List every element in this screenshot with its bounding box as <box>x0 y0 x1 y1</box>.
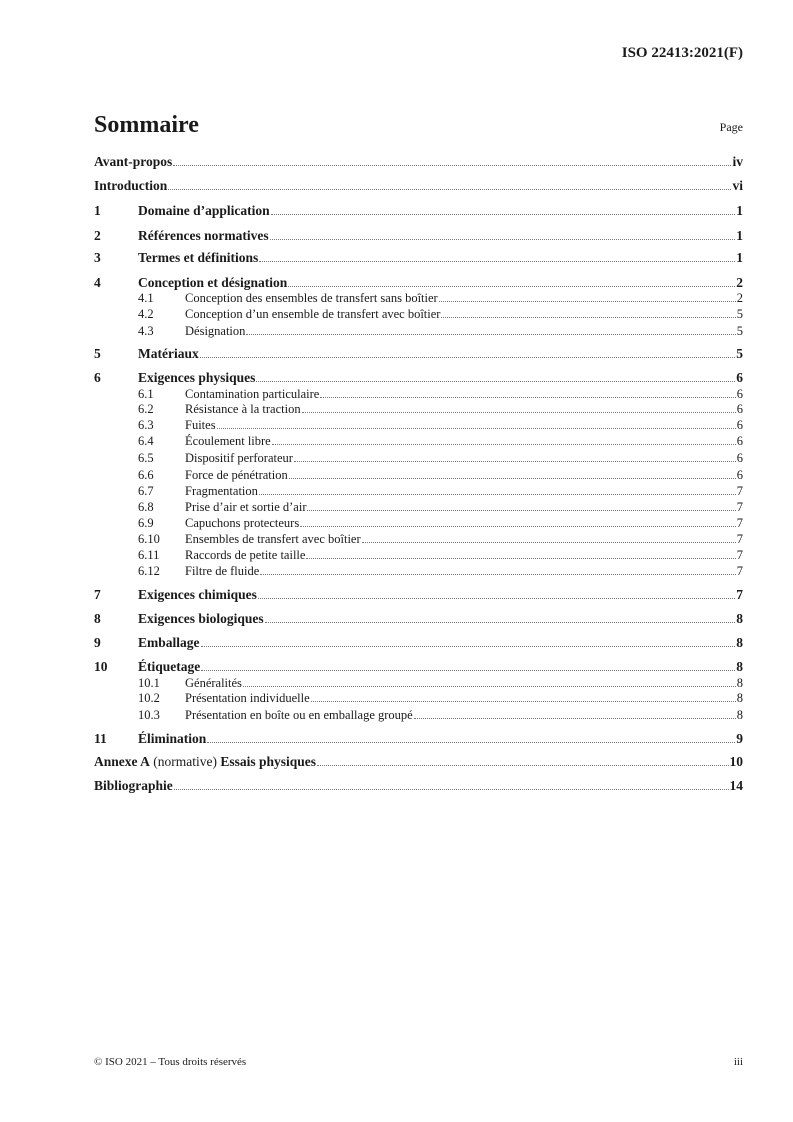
toc-entry-title: Résistance à la traction <box>185 402 301 416</box>
dot-leader <box>207 742 735 743</box>
toc-entry-title: Présentation en boîte ou en emballage groupé <box>185 708 413 722</box>
toc-entry-title: Conception et désignation <box>138 275 288 290</box>
toc-entry[interactable] <box>94 675 743 691</box>
dot-leader <box>320 397 735 398</box>
toc-page-number: 2 <box>736 275 743 290</box>
toc-entry-title: Dispositif perforateur <box>185 451 293 465</box>
toc-entry-number: 6.3 <box>138 418 154 432</box>
toc-entry-number: 3 <box>94 250 101 265</box>
toc-entry-title: Domaine d’application <box>138 203 270 218</box>
annex-title: Essais physiques <box>220 754 317 769</box>
toc-entry-number: 2 <box>94 228 101 243</box>
dot-leader <box>414 718 736 719</box>
footer-page-number: iii <box>733 1056 743 1068</box>
toc-entry-bibliography[interactable] <box>94 778 743 794</box>
toc-entry-title: Prise d’air et sortie d’air <box>185 500 307 514</box>
dot-leader <box>300 526 736 527</box>
toc-entry-number: 10 <box>94 659 108 674</box>
document-id: ISO 22413:2021(F) <box>621 45 743 61</box>
toc-page-number: 7 <box>736 532 743 546</box>
toc-entry-title: Étiquetage <box>138 659 201 674</box>
toc-entry[interactable] <box>94 323 743 339</box>
toc-entry-title: Désignation <box>185 324 246 338</box>
dot-leader <box>259 261 735 262</box>
toc-entry[interactable] <box>94 250 743 266</box>
toc-entry-number: 6.8 <box>138 500 154 514</box>
toc-page-number: 6 <box>736 434 743 448</box>
toc-entry[interactable] <box>94 290 743 306</box>
dot-leader <box>246 334 735 335</box>
toc-entry-title: Bibliographie <box>94 778 173 793</box>
annex-label: Annexe A <box>94 754 150 769</box>
toc-page-number: 6 <box>736 387 743 401</box>
toc-entry[interactable] <box>94 275 743 291</box>
toc-entry[interactable] <box>94 306 743 322</box>
toc-page-number: 6 <box>736 418 743 432</box>
toc-page-number: 6 <box>736 402 743 416</box>
dot-leader <box>217 428 736 429</box>
toc-entry-title: Conception des ensembles de transfert sans boîtier <box>185 291 438 305</box>
toc-entry-number: 6.10 <box>138 532 160 546</box>
page-column-label: Page <box>719 120 743 134</box>
toc-entry[interactable] <box>94 659 743 675</box>
toc-page-number: 8 <box>736 659 743 674</box>
toc-entry-number: 10.3 <box>138 708 160 722</box>
toc-entry[interactable] <box>94 370 743 386</box>
page-title: Sommaire <box>94 112 199 138</box>
toc-page-number: 1 <box>736 203 743 218</box>
toc-page-number: 6 <box>736 370 743 385</box>
toc-entry[interactable] <box>94 731 743 747</box>
toc-entry[interactable] <box>94 450 743 466</box>
toc-entry-number: 6.11 <box>138 548 160 562</box>
toc-page-number: iv <box>732 154 743 169</box>
toc-page-number: 9 <box>736 731 743 746</box>
toc-page-number: 7 <box>736 484 743 498</box>
toc-entry[interactable] <box>94 690 743 706</box>
dot-leader <box>201 646 736 647</box>
dot-leader <box>258 598 735 599</box>
dot-leader <box>441 317 735 318</box>
toc-entry-title: Raccords de petite taille <box>185 548 306 562</box>
dot-leader <box>317 765 728 766</box>
toc-entry[interactable] <box>94 228 743 244</box>
dot-leader <box>288 286 735 287</box>
toc-page-number: 6 <box>736 451 743 465</box>
dot-leader <box>289 478 736 479</box>
dot-leader <box>265 622 736 623</box>
toc-entry-title: Écoulement libre <box>185 434 271 448</box>
toc-entry[interactable] <box>94 635 743 651</box>
toc-entry[interactable] <box>94 433 743 449</box>
dot-leader <box>272 444 736 445</box>
toc-page-number: 1 <box>736 228 743 243</box>
dot-leader <box>362 542 736 543</box>
toc-entry-number: 6.4 <box>138 434 154 448</box>
toc-entry[interactable] <box>94 547 743 563</box>
dot-leader <box>302 412 736 413</box>
dot-leader <box>243 686 736 687</box>
toc-entry-number: 7 <box>94 587 101 602</box>
toc-page-number: 2 <box>736 291 743 305</box>
toc-entry[interactable] <box>94 611 743 627</box>
toc-entry-number: 4 <box>94 275 101 290</box>
toc-entry[interactable] <box>94 386 743 402</box>
toc-page-number: 8 <box>736 611 743 626</box>
dot-leader <box>259 494 736 495</box>
toc-page-number: 5 <box>736 346 743 361</box>
toc-entry-number: 6.1 <box>138 387 154 401</box>
toc-entry[interactable] <box>94 178 743 194</box>
toc-entry-title: Conception d’un ensemble de transfert avec boîtier <box>185 307 441 321</box>
toc-entry-title: Présentation individuelle <box>185 691 310 705</box>
toc-page-number: 6 <box>736 468 743 482</box>
footer-copyright: © ISO 2021 – Tous droits réservés <box>94 1056 247 1068</box>
toc-entry-number: 6.12 <box>138 564 160 578</box>
toc-entry-title: Termes et définitions <box>138 250 259 265</box>
dot-leader <box>174 789 729 790</box>
dot-leader <box>256 381 735 382</box>
toc-page-number: 8 <box>736 708 743 722</box>
dot-leader <box>168 189 731 190</box>
toc-page-number: 7 <box>736 548 743 562</box>
toc-entry[interactable] <box>94 203 743 219</box>
toc-entry-number: 5 <box>94 346 101 361</box>
toc-entry-number: 6.6 <box>138 468 154 482</box>
dot-leader <box>200 357 736 358</box>
toc-entry-title: Exigences physiques <box>138 370 256 385</box>
toc-entry-title: Introduction <box>94 178 168 193</box>
toc-page-number: 1 <box>736 250 743 265</box>
toc-entry-number: 4.3 <box>138 324 154 338</box>
toc-entry-title: Capuchons protecteurs <box>185 516 300 530</box>
dot-leader <box>270 239 736 240</box>
toc-entry-title: Matériaux <box>138 346 199 361</box>
toc-entry-number: 11 <box>94 731 107 746</box>
toc-page-number: 8 <box>736 691 743 705</box>
toc-entry-number: 10.1 <box>138 676 160 690</box>
toc-entry-title: Ensembles de transfert avec boîtier <box>185 532 361 546</box>
toc-entry-title: Emballage <box>138 635 200 650</box>
toc-entry-title: Fragmentation <box>185 484 258 498</box>
dot-leader <box>271 214 736 215</box>
dot-leader <box>260 574 735 575</box>
toc-page-number: 8 <box>736 676 743 690</box>
toc-entry-title: Force de pénétration <box>185 468 288 482</box>
toc-entry[interactable] <box>94 499 743 515</box>
toc-entry[interactable] <box>94 154 743 170</box>
toc-entry-number: 6.2 <box>138 402 154 416</box>
toc-page-number: 7 <box>736 500 743 514</box>
toc-entry[interactable] <box>94 401 743 417</box>
toc-page-number: vi <box>732 178 743 193</box>
toc-entry[interactable] <box>94 483 743 499</box>
toc-page-number: 7 <box>736 516 743 530</box>
toc-entry[interactable] <box>94 417 743 433</box>
toc-page-number: 7 <box>736 564 743 578</box>
dot-leader <box>201 670 735 671</box>
toc-page-number: 8 <box>736 635 743 650</box>
toc-entry-title: Généralités <box>185 676 242 690</box>
toc-entry-title: Références normatives <box>138 228 269 243</box>
toc-entry-number: 10.2 <box>138 691 160 705</box>
toc-entry[interactable] <box>94 346 743 362</box>
dot-leader <box>311 701 736 702</box>
toc-entry[interactable] <box>94 587 743 603</box>
toc-entry-title: Filtre de fluide <box>185 564 260 578</box>
toc-entry[interactable] <box>94 707 743 723</box>
toc-entry[interactable] <box>94 563 743 579</box>
toc-entry-title: Fuites <box>185 418 216 432</box>
dot-leader <box>439 301 736 302</box>
toc-page-number: 5 <box>736 307 743 321</box>
dot-leader <box>306 558 735 559</box>
toc-page-number: 5 <box>736 324 743 338</box>
dot-leader <box>307 510 735 511</box>
toc-entry-number: 6.5 <box>138 451 154 465</box>
toc-page-number: 14 <box>729 778 743 793</box>
toc-entry-annex-a[interactable] <box>94 754 743 770</box>
toc-entry[interactable] <box>94 531 743 547</box>
toc-entry[interactable] <box>94 515 743 531</box>
toc-entry-number: 6.7 <box>138 484 154 498</box>
annex-qualifier: (normative) <box>153 754 217 769</box>
toc-entry-title: Contamination particulaire <box>185 387 320 401</box>
toc-entry-number: 4.1 <box>138 291 154 305</box>
toc-entry-number: 8 <box>94 611 101 626</box>
dot-leader <box>173 165 731 166</box>
toc-page-number: 7 <box>736 587 743 602</box>
toc-page-number: 10 <box>729 754 743 769</box>
dot-leader <box>294 461 736 462</box>
toc-entry-title: Élimination <box>138 731 207 746</box>
toc-entry-number: 6 <box>94 370 101 385</box>
toc-entry-title: Exigences biologiques <box>138 611 264 626</box>
toc-entry[interactable] <box>94 467 743 483</box>
toc-entry-title: Exigences chimiques <box>138 587 257 602</box>
toc-entry-number: 6.9 <box>138 516 154 530</box>
toc-entry-title: Avant-propos <box>94 154 173 169</box>
toc-entry-number: 1 <box>94 203 101 218</box>
toc-entry-number: 9 <box>94 635 101 650</box>
toc-entry-number: 4.2 <box>138 307 154 321</box>
